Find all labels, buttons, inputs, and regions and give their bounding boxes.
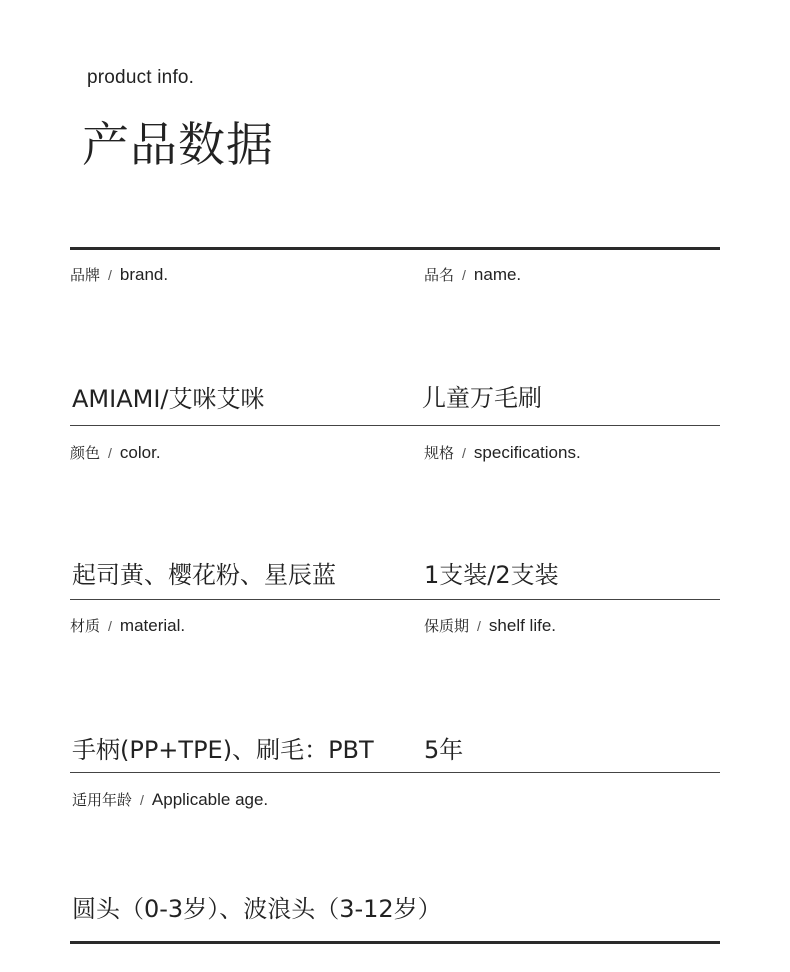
- name-label: [424, 264, 521, 285]
- age-label: [72, 789, 268, 810]
- separator: /: [477, 618, 481, 634]
- section-subtitle: product info.: [87, 67, 195, 88]
- color-label: [70, 442, 161, 463]
- color-label-en: color.: [119, 443, 161, 462]
- shelf-life-label-en: shelf life.: [488, 616, 556, 635]
- table-bottom-rule: [70, 941, 720, 944]
- material-value: 手柄(PP+TPE)、刷毛：PBT: [72, 736, 374, 764]
- shelf-life-value: 5年: [424, 736, 464, 764]
- brand-label-en: brand.: [119, 265, 169, 284]
- material-label-zh: 材质: [70, 617, 101, 635]
- row-divider: [70, 425, 720, 426]
- brand-label-zh: 品牌: [70, 266, 101, 284]
- shelf-life-label-zh: 保质期: [424, 617, 470, 635]
- separator: /: [462, 267, 466, 283]
- separator: /: [108, 445, 112, 461]
- spec-value: 1支装/2支装: [424, 561, 559, 589]
- page-title: 产品数据: [82, 118, 274, 173]
- name-value: 儿童万毛刷: [422, 384, 542, 412]
- color-value: 起司黄、樱花粉、星辰蓝: [72, 561, 336, 589]
- separator: /: [108, 267, 112, 283]
- name-label-en: name.: [473, 265, 522, 284]
- shelf-life-label: [424, 615, 556, 636]
- separator: /: [108, 618, 112, 634]
- age-label-zh: 适用年龄: [72, 791, 133, 809]
- name-label-zh: 品名: [424, 266, 455, 284]
- row-divider: [70, 772, 720, 773]
- color-label-zh: 颜色: [70, 444, 101, 462]
- material-label-en: material.: [119, 616, 186, 635]
- spec-label-en: specifications.: [473, 443, 581, 462]
- spec-label: [424, 442, 581, 463]
- row-divider: [70, 599, 720, 600]
- age-value: 圆头（0-3岁）、波浪头（3-12岁）: [72, 895, 442, 923]
- separator: /: [140, 792, 144, 808]
- material-label: [70, 615, 185, 636]
- age-label-en: Applicable age.: [151, 790, 269, 809]
- separator: /: [462, 445, 466, 461]
- table-top-rule: [70, 247, 720, 250]
- spec-label-zh: 规格: [424, 444, 455, 462]
- brand-value: AMIAMI/艾咪艾咪: [72, 385, 265, 413]
- brand-label: [70, 264, 168, 285]
